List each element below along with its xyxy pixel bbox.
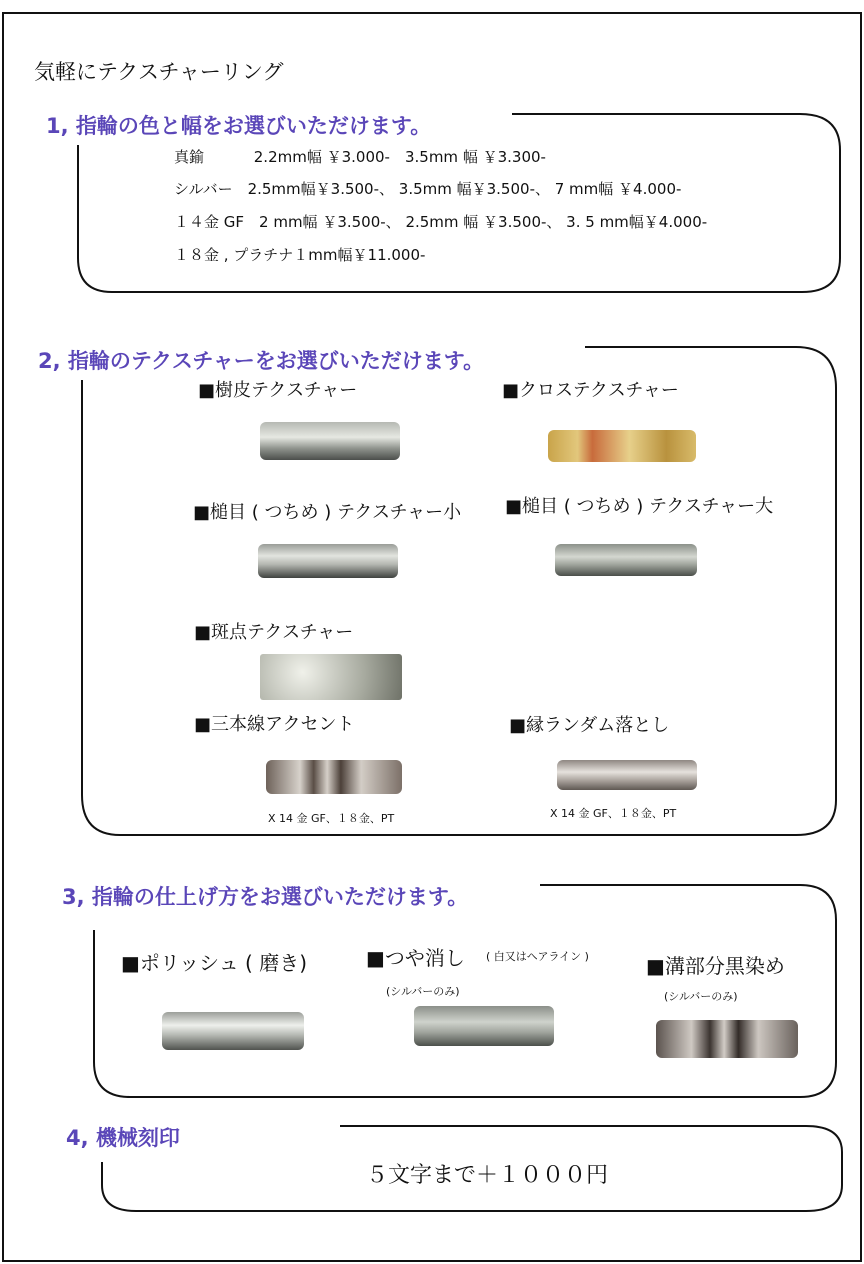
texture-three-line-label: ■三本線アクセント — [194, 714, 355, 735]
section-1-title: 1, 指輪の色と幅をお選びいただけます。 — [46, 114, 432, 138]
price-row-14k-gf: １４金 GF 2 mm幅 ￥3.500-、 2.5mm 幅 ￥3.500-、 3. 5 mm幅￥4.000- — [174, 213, 708, 231]
texture-cross-label: ■クロステクスチャー — [502, 380, 679, 401]
texture-random-edge-note: X 14 金 GF、１８金、PT — [550, 807, 677, 820]
finish-black-groove-note: (シルバーのみ) — [664, 990, 738, 1003]
texture-hammer-small-ring-image — [258, 544, 398, 578]
texture-three-line-ring-image — [266, 760, 402, 794]
texture-bark-ring-image — [260, 422, 400, 460]
finish-black-groove-label: ■溝部分黒染め — [646, 954, 785, 978]
texture-random-edge-label: ■縁ランダム落とし — [509, 715, 670, 736]
section-2-title: 2, 指輪のテクスチャーをお選びいただけます。 — [38, 349, 485, 373]
texture-hammer-small-label: ■槌目 ( つちめ ) テクスチャー小 — [193, 502, 462, 523]
finish-matte-note: (シルバーのみ) — [386, 985, 460, 998]
texture-three-line-note: X 14 金 GF、１８金、PT — [268, 812, 395, 825]
texture-hammer-large-label: ■槌目 ( つちめ ) テクスチャー大 — [505, 496, 774, 517]
price-row-18k-platinum: １８金 , プラチナ１mm幅￥11.000- — [174, 246, 426, 264]
texture-hammer-large-ring-image — [555, 544, 697, 576]
price-row-brass: 真鍮 2.2mm幅 ￥3.000- 3.5mm 幅 ￥3.300- — [174, 148, 546, 166]
texture-spot-label: ■斑点テクスチャー — [194, 622, 354, 643]
texture-spot-ring-image — [260, 654, 402, 700]
price-row-silver: シルバー 2.5mm幅￥3.500-、 3.5mm 幅￥3.500-、 7 mm幅 ￥4.000- — [174, 180, 682, 198]
texture-random-edge-ring-image — [557, 760, 697, 790]
texture-cross-ring-image — [548, 430, 696, 462]
texture-bark-label: ■樹皮テクスチャー — [198, 380, 358, 401]
finish-polish-ring-image — [162, 1012, 304, 1050]
section-3-title: 3, 指輪の仕上げ方をお選びいただけます。 — [62, 885, 469, 909]
finish-matte-ring-image — [414, 1006, 554, 1046]
engraving-price: ５文字まで＋１０００円 — [366, 1163, 609, 1188]
finish-matte-sub: ( 白又はヘアライン ) — [486, 950, 589, 963]
finish-matte-label: ■つや消し — [366, 946, 465, 970]
page-title: 気軽にテクスチャーリング — [34, 60, 284, 84]
finish-black-groove-ring-image — [656, 1020, 798, 1058]
section-4-title: 4, 機械刻印 — [66, 1126, 180, 1150]
finish-polish-label: ■ポリッシュ ( 磨き) — [121, 951, 308, 975]
